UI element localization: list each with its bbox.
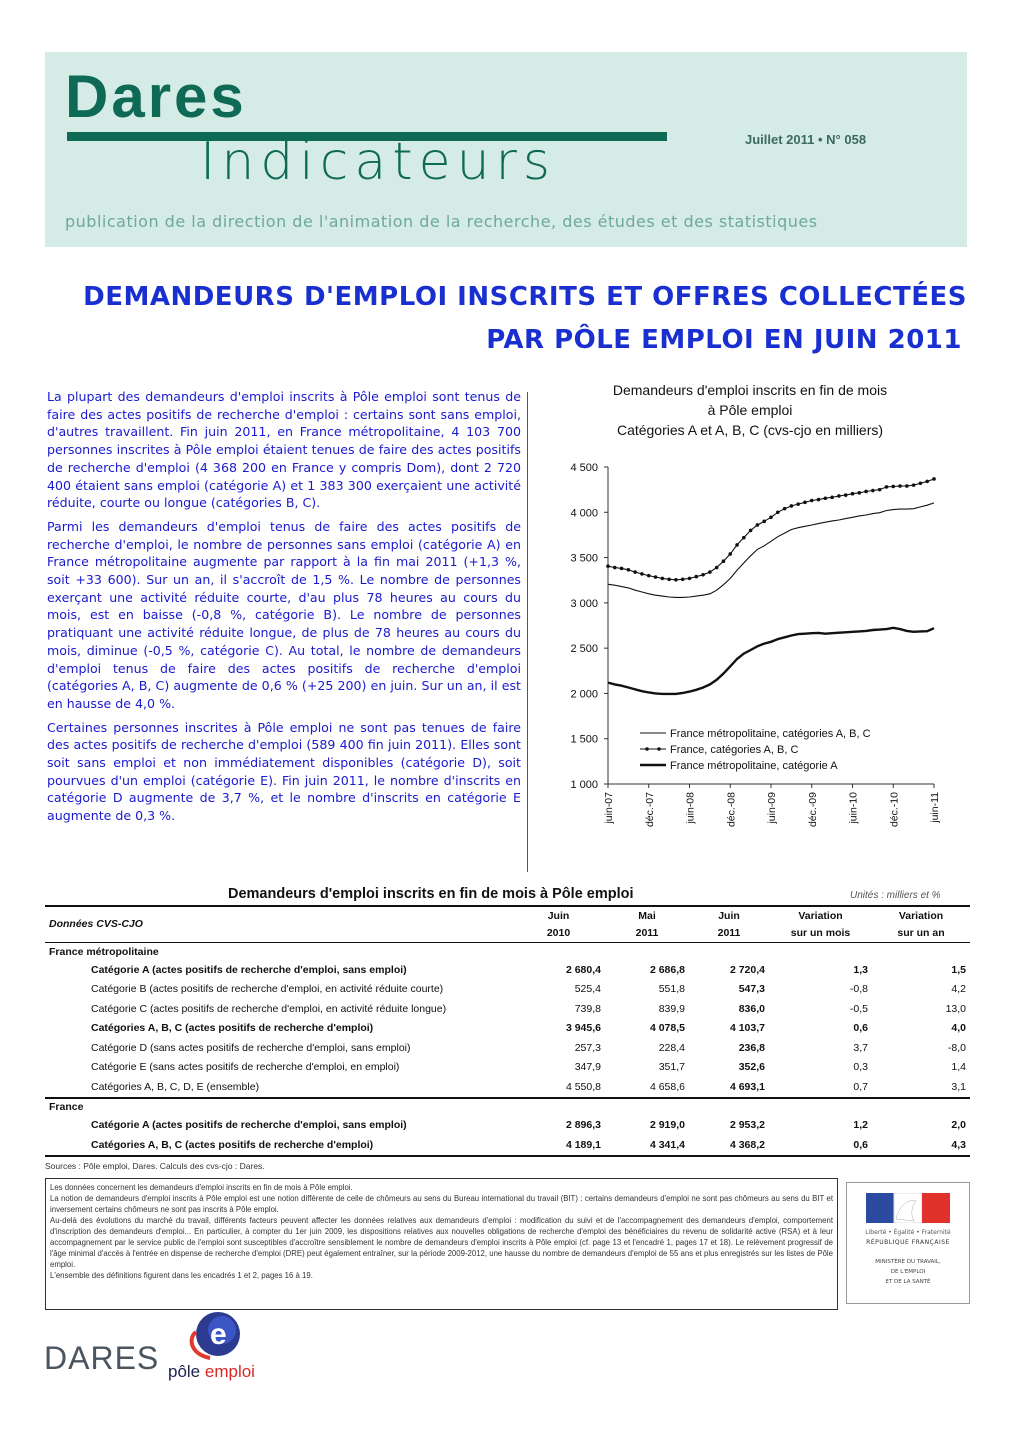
table-row: [45, 1135, 970, 1156]
page-title-line2: PAR PÔLE EMPLOI EN JUIN 2011: [486, 325, 962, 355]
x-tick-label: juin-09: [766, 792, 778, 824]
series-point: [756, 523, 760, 527]
table-cell: 236,8: [738, 1041, 765, 1054]
table-cell: 0,6: [853, 1138, 868, 1151]
series-point: [803, 501, 807, 505]
table-cell: 351,7: [658, 1061, 685, 1074]
table-cell: 3,1: [951, 1080, 966, 1093]
legend-label: France, catégories A, B, C: [670, 744, 799, 756]
y-tick-label: 2 000: [570, 688, 598, 701]
chart-title-line: Catégories A et A, B, C (cvs-cjo en milliers): [616, 422, 884, 438]
series-point: [898, 484, 902, 488]
chart-title-line: Demandeurs d'emploi inscrits en fin de mois: [612, 382, 888, 398]
svg-text:e: e: [210, 1318, 227, 1351]
brand-subtitle: Indicateurs: [200, 132, 557, 192]
table-cell: 4 078,5: [649, 1022, 685, 1035]
table-cell: 0,6: [853, 1022, 868, 1035]
series-point: [864, 490, 868, 494]
series-point: [762, 520, 766, 524]
y-tick-label: 4 000: [570, 507, 598, 520]
x-tick-label: juin-08: [684, 792, 697, 824]
table-group-row: [45, 943, 970, 961]
table-row-label: Catégorie C (actes positifs de recherche d'emploi, en activité réduite longue): [91, 1002, 447, 1015]
x-tick-label: déc.-09: [806, 792, 819, 828]
series-point: [647, 574, 651, 578]
series-point: [769, 515, 773, 519]
table-cell: 3 945,6: [565, 1022, 601, 1035]
table-cell: 2 919,0: [649, 1119, 685, 1132]
series-point: [932, 477, 936, 481]
table-cell: 257,3: [574, 1041, 601, 1054]
table-cell: 4,2: [951, 983, 966, 996]
table-cell: 1,5: [951, 963, 966, 976]
notes-box: [45, 1178, 838, 1310]
table-cell: 4 693,1: [729, 1080, 765, 1093]
x-tick-label: juin-07: [603, 792, 615, 824]
republique-francaise-logo: [846, 1182, 970, 1304]
series-point: [776, 510, 780, 514]
paragraph: Certaines personnes inscrites à Pôle emploi ne sont pas tenues de faire des actes positifs de recherche d'emploi (589 400 fin juin 2011). Elles sont soit sans emploi et non immédiatement disponibles (catégorie D), soit pourvues d'un emploi (catégorie E). Fin juin 2011, le nombre d'inscrits en catégorie D augmente de 3,7 %, et le nombre d'inscrits en catégorie E augmente de 0,3 %.: [47, 719, 521, 824]
paragraph: La plupart des demandeurs d'emploi inscrits à Pôle emploi sont tenus de faire des actes positifs de recherche d'emploi : certains sont sans emploi, d'autres travaillent. Fin juin 2011, en France métropolitaine, 4 103 700 personnes inscrites à Pôle emploi étaient tenues de faire des actes positifs de recherche d'emploi (4 368 200 en France y compris Dom), dont 2 720 400 étaient sans emploi (catégorie A) et 1 383 300 exerçaient une activité réduite, courte ou longue (catégories B, C).: [47, 389, 521, 511]
table-row: [45, 980, 970, 1000]
table-header-row: [45, 906, 970, 943]
table-cell: 2 680,4: [565, 963, 601, 976]
table-header-col: Variation sur un an: [897, 909, 945, 939]
table-group-row: [45, 1098, 970, 1116]
y-tick-label: 3 000: [570, 597, 598, 610]
table-header-col: Juin 2011: [717, 909, 741, 939]
series-point: [817, 498, 821, 502]
note-line: L'ensemble des définitions figurent dans les encadrés 1 et 2, pages 16 à 19.: [50, 1271, 313, 1280]
legend-marker: [657, 747, 661, 751]
table-cell: 352,6: [738, 1061, 765, 1074]
series-point: [925, 480, 929, 484]
table-cell: 839,9: [658, 1002, 685, 1015]
series-point: [878, 488, 882, 492]
table-cell: 3,7: [853, 1041, 868, 1054]
table-cell: 13,0: [945, 1002, 966, 1015]
y-tick-label: 3 500: [570, 552, 598, 565]
table-row: [45, 1058, 970, 1078]
table-cell: -0,8: [849, 983, 868, 996]
table-cell: 2 686,8: [649, 963, 685, 976]
table-header-label: Données CVS-CJO: [49, 918, 143, 930]
series-point: [857, 491, 861, 495]
series-line: [608, 628, 934, 694]
series-point: [661, 577, 665, 581]
series-point: [715, 566, 719, 570]
ministry-line: DE L'EMPLOI: [890, 1269, 926, 1275]
legend-label: France métropolitaine, catégorie A: [670, 760, 838, 772]
x-tick-label: juin-11: [929, 792, 941, 823]
table-cell: 836,0: [738, 1002, 765, 1015]
table-cell: 228,4: [658, 1041, 685, 1054]
series-point: [633, 570, 637, 574]
series-point: [613, 566, 617, 570]
series-point: [708, 570, 712, 574]
ministry-line: MINISTÈRE DU TRAVAIL,: [875, 1259, 941, 1265]
table-row: [45, 999, 970, 1019]
dares-logo: DARES: [44, 1340, 160, 1376]
table-cell: 4 550,8: [565, 1080, 601, 1093]
table-cell: 1,2: [853, 1119, 868, 1132]
line-chart: [540, 450, 950, 845]
x-tick-label: déc.-08: [725, 792, 738, 828]
series-point: [681, 578, 685, 582]
table-row: [45, 1077, 970, 1098]
table-cell: 347,9: [574, 1061, 601, 1074]
series-point: [790, 504, 794, 508]
series-point: [905, 484, 909, 488]
series-point: [640, 572, 644, 576]
table-row-label: Catégorie B (actes positifs de recherche d'emploi, en activité réduite courte): [91, 983, 444, 996]
series-point: [742, 536, 746, 540]
chart-title-line: à Pôle emploi: [707, 402, 793, 418]
page-title-line1: DEMANDEURS D'EMPLOI INSCRITS ET OFFRES COLLECTÉES: [83, 282, 967, 312]
body-text: [47, 388, 521, 831]
table-row-label: Catégorie E (sans actes positifs de recherche d'emploi, en emploi): [91, 1061, 400, 1074]
table-cell: -0,5: [849, 1002, 868, 1015]
series-point: [694, 575, 698, 579]
series-point: [722, 559, 726, 563]
table-cell: 2 953,2: [729, 1119, 765, 1132]
table-row-label: Catégories A, B, C (actes positifs de recherche d'emploi): [91, 1022, 374, 1035]
issue-date: Juillet 2011 • N° 058: [745, 132, 867, 147]
series-point: [810, 499, 814, 503]
table-cell: 4 341,4: [649, 1138, 685, 1151]
table-row: [45, 1019, 970, 1039]
series-point: [620, 567, 624, 571]
x-tick-label: déc.-07: [643, 792, 656, 828]
series-point: [735, 543, 739, 547]
series-point: [851, 492, 855, 496]
series-point: [796, 502, 800, 506]
table-row-label: Catégorie A (actes positifs de recherche d'emploi, sans emploi): [91, 1119, 407, 1132]
table-units: Unités : milliers et %: [850, 890, 941, 901]
series-point: [830, 496, 834, 500]
series-line: [608, 479, 934, 580]
note-line: Au-delà des évolutions du marché du travail, différents facteurs peuvent affecter les données relatives aux demandeurs d'emploi : modification du suivi et de l'accompagnement des demandeurs d'emploi, comportement d'inscription des demandeurs d'emploi... En particulier, à compter du 1er juin 2009, les dispositions relatives aux nouvelles obligations de recherche d'emploi des bénéficiaires du revenu de solidarité active (RSA) et à leur accompagnement par le service public de l'emploi sont susceptibles d'accroître sensiblement le nombre de demandeurs d'emploi inscrits à Pôle emploi (cf. page 13 et l'encadré 1, pages 17 et 18). Le relèvement progressif de l'âge minimal d'accès à l'entrée en dispense de recherche d'emploi (DRE) peut également entraîner, sur la période 2009-2012, une hausse du nombre de demandeurs d'emploi de 55 ans et plus enregistrés sur les listes de Pôle emploi.: [50, 1216, 833, 1269]
series-point: [627, 568, 631, 572]
table-row-label: Catégories A, B, C, D, E (ensemble): [91, 1080, 260, 1093]
table-cell: 4,0: [951, 1022, 966, 1035]
series-point: [837, 494, 841, 498]
rf-name: RÉPUBLIQUE FRANÇAISE: [866, 1239, 950, 1246]
table-row-label: Catégories A, B, C (actes positifs de recherche d'emploi): [91, 1138, 374, 1151]
x-tick-label: juin-10: [847, 792, 860, 824]
table-cell: -8,0: [947, 1041, 966, 1054]
note-line: Les données concernent les demandeurs d'emploi inscrits en fin de mois à Pôle emploi.: [50, 1183, 353, 1192]
table-row-label: Catégorie D (sans actes positifs de recherche d'emploi, sans emploi): [91, 1041, 411, 1054]
table-cell: 0,3: [853, 1061, 868, 1074]
publication-line: publication de la direction de l'animation de la recherche, des études et des statistiques: [65, 212, 818, 231]
series-point: [701, 573, 705, 577]
series-point: [885, 485, 889, 489]
table-header-col: Juin 2010: [546, 909, 571, 939]
table-cell: 4 103,7: [729, 1022, 765, 1035]
y-tick-label: 1 000: [570, 779, 598, 791]
table-row: [45, 1116, 970, 1136]
ministry-line: ET DE LA SANTÉ: [885, 1279, 931, 1285]
legend-label: France métropolitaine, catégories A, B, C: [670, 728, 871, 740]
table-row: [45, 1038, 970, 1058]
table-cell: 4,3: [951, 1138, 966, 1151]
table-cell: 4 189,1: [565, 1138, 601, 1151]
legend-marker: [645, 747, 649, 751]
series-point: [844, 493, 848, 497]
series-point: [688, 577, 692, 581]
y-tick-label: 4 500: [570, 462, 598, 474]
table-cell: 1,3: [853, 963, 868, 976]
pole-emploi-wordmark: pôle emploi: [168, 1362, 255, 1381]
table-cell: 547,3: [738, 983, 765, 996]
table-cell: 739,8: [574, 1002, 601, 1015]
brand-logo-dares: Dares: [65, 63, 247, 130]
paragraph: Parmi les demandeurs d'emploi tenus de faire des actes positifs de recherche d'emploi, le nombre de personnes sans emploi (catégorie A) en France métropolitaine augmente par rapport à la fin mai 2011 (+1,3 %, soit +33 600). Sur un an, il s'accroît de 1,5 %. Le nombre de personnes exerçant une activité réduite courte, d'au plus 78 heures au cours du mois, est en baisse (-0,8 %, catégorie B). Le nombre de personnes pratiquant une activité réduite longue, de plus de 78 heures au cours du mois, diminue (-0,5 %, catégorie C). Au total, le nombre de demandeurs d'emploi tenus de faire des actes positifs de recherche d'emploi (catégories A, B, C) augmente de 0,6 % (+25 200) en juin. Sur un an, il est en hausse de 4,0 %.: [47, 518, 521, 711]
rf-motto: Liberté • Égalité • Fraternité: [865, 1229, 951, 1236]
marianne-flag-icon: [866, 1193, 950, 1223]
header-banner: [45, 52, 967, 247]
table-cell: 2 720,4: [729, 963, 765, 976]
series-point: [912, 483, 916, 487]
series-point: [824, 496, 828, 500]
column-divider: [527, 392, 528, 872]
table-header-col: Variation sur un mois: [790, 909, 851, 939]
series-point: [674, 578, 678, 582]
series-point: [667, 578, 671, 582]
table-group-label: France métropolitaine: [49, 945, 159, 958]
series-point: [919, 482, 923, 486]
table-cell: 1,4: [951, 1061, 966, 1074]
table-sources: Sources : Pôle emploi, Dares. Calculs des cvs-cjo : Dares.: [45, 1161, 265, 1171]
table-cell: 0,7: [853, 1080, 868, 1093]
table-cell: 4 368,2: [729, 1138, 765, 1151]
series-point: [749, 529, 753, 533]
data-table: [45, 905, 970, 1157]
y-tick-label: 1 500: [570, 733, 598, 746]
table-cell: 525,4: [574, 983, 601, 996]
series-point: [783, 507, 787, 511]
x-tick-label: déc.-10: [888, 792, 901, 828]
table-row: [45, 960, 970, 980]
note-line: La notion de demandeurs d'emploi inscrits à Pôle emploi est une notion différente de celle de chômeurs au sens du Bureau international du travail (BIT) : certains demandeurs d'emploi ne sont pas chômeurs au sens du BIT et inversement certains chômeurs ne sont pas inscrits à Pôle emploi.: [50, 1194, 833, 1214]
series-point: [654, 575, 658, 579]
table-cell: 2 896,3: [565, 1119, 601, 1132]
chart-title: [560, 380, 940, 440]
table-group-label: France: [49, 1101, 84, 1113]
series-point: [871, 489, 875, 493]
table-cell: 4 658,6: [649, 1080, 685, 1093]
series-point: [891, 485, 895, 489]
y-tick-label: 2 500: [570, 643, 598, 656]
table-header-col: Mai 2011: [635, 909, 659, 939]
table-title: Demandeurs d'emploi inscrits en fin de mois à Pôle emploi: [228, 886, 634, 902]
table-row-label: Catégorie A (actes positifs de recherche d'emploi, sans emploi): [91, 963, 407, 976]
series-point: [606, 564, 610, 568]
table-cell: 551,8: [658, 983, 685, 996]
series-point: [728, 552, 732, 556]
table-cell: 2,0: [951, 1119, 966, 1132]
